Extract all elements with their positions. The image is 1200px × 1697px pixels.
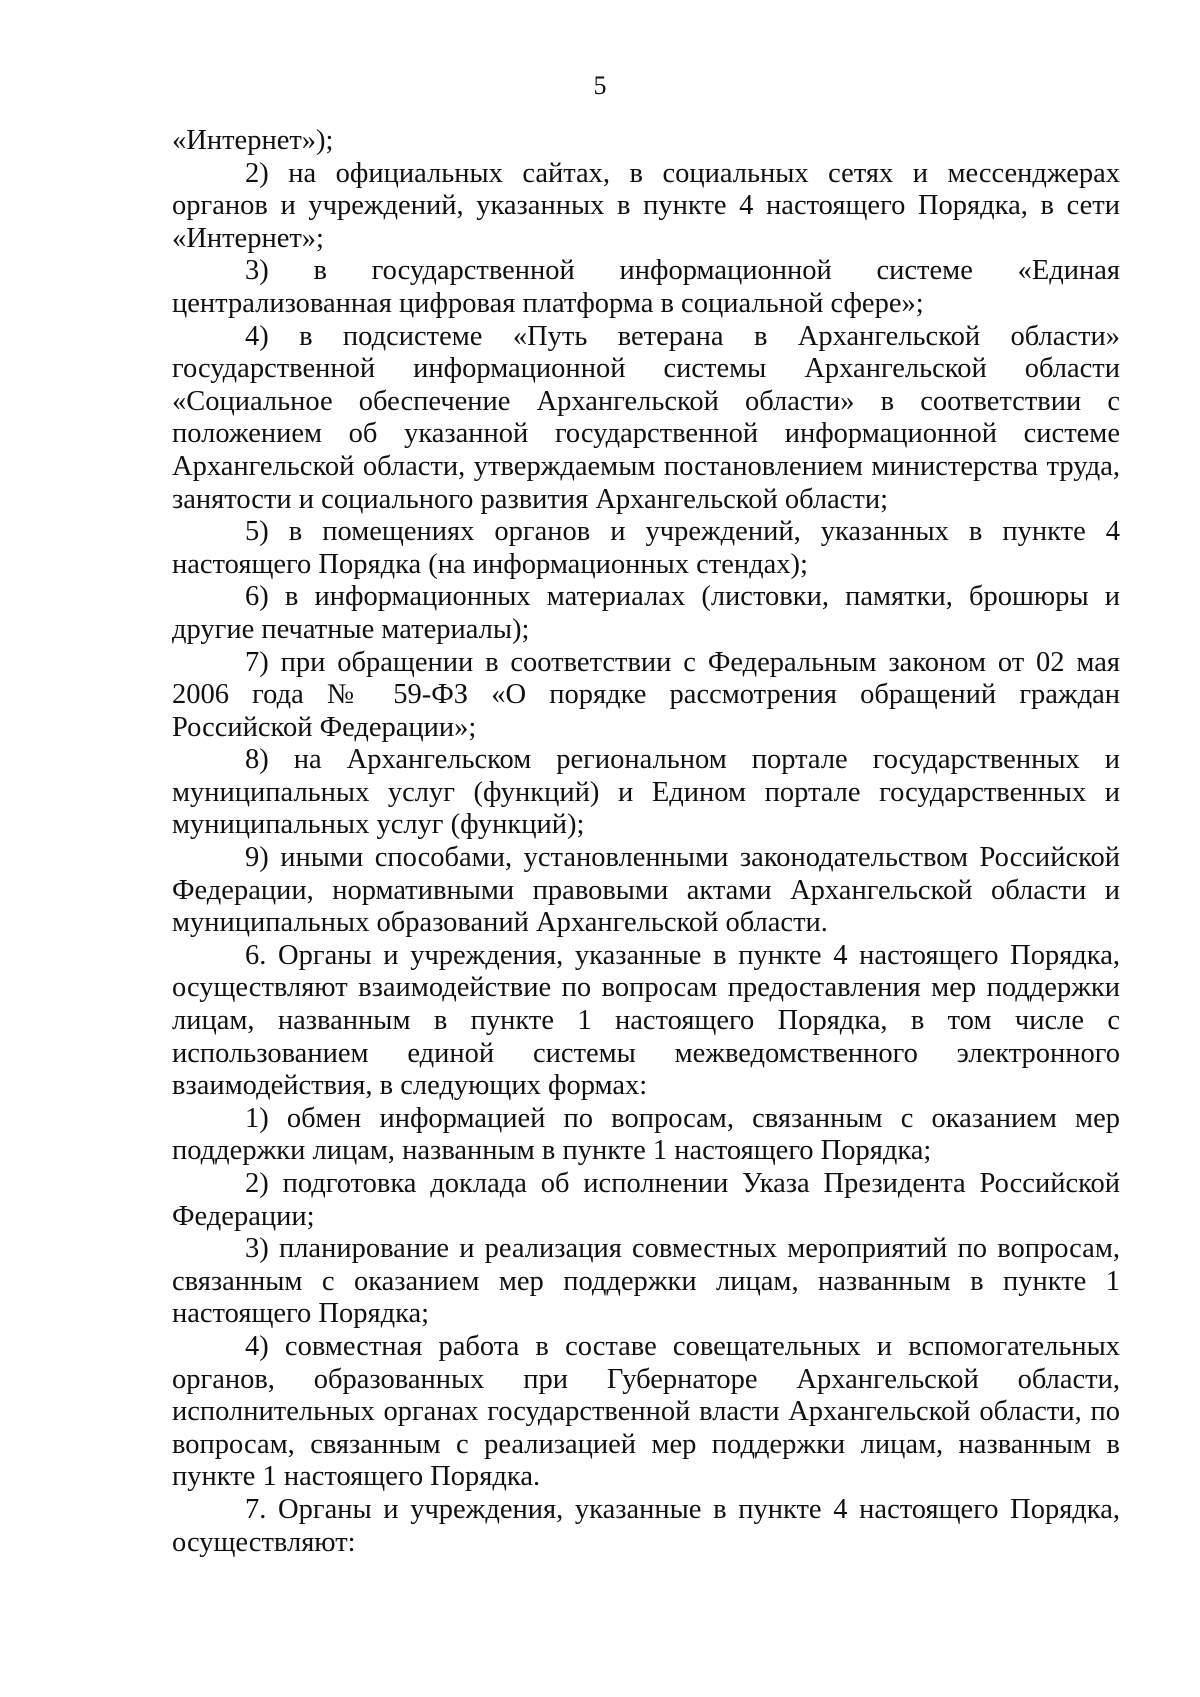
list-item-2: 2) на официальных сайтах, в социальных сетях и мессенджерах органов и учреждений, указанных в пункте 4 настоящего Порядка, в сети «Интернет»; xyxy=(172,157,1120,254)
list-item-9: 9) иными способами, установленными законодательством Российской Федерации, нормативными правовыми актами Архангельской области и муниципальных образований Архангельской области. xyxy=(172,842,1120,939)
list-item-6: 6) в информационных материалах (листовки, памятки, брошюры и другие печатные материалы); xyxy=(172,581,1120,645)
section-6-item-4: 4) совместная работа в составе совещательных и вспомогательных органов, образованных при Губернаторе Архангельской области, исполнительных органах государственной власти Архангельской области, по вопросам, связанным с реализацией мер поддержки лицам, названным в пункте 1 настоящего Порядка. xyxy=(172,1330,1120,1493)
section-6: 6. Органы и учреждения, указанные в пункте 4 настоящего Порядка, осуществляют взаимодействие по вопросам предоставления мер поддержки лицам, названным в пункте 1 настоящего Порядка, в том числе с использованием единой системы межведомственного электронного взаимодействия, в следующих формах: xyxy=(172,939,1120,1102)
list-item-7: 7) при обращении в соответствии с Федеральным законом от 02 мая 2006 года № 59-ФЗ «О порядке рассмотрения обращений граждан Российской Федерации»; xyxy=(172,646,1120,743)
list-item-5: 5) в помещениях органов и учреждений, указанных в пункте 4 настоящего Порядка (на информационных стендах); xyxy=(172,516,1120,580)
list-item-4: 4) в подсистеме «Путь ветерана в Архангельской области» государственной информационной системы Архангельской области «Социальное обеспечение Архангельской области» в соответствии с положением об указанной государственной информационной системе Архангельской области, утверждаемым постановлением министерства труда, занятости и социального развития Архангельской области; xyxy=(172,320,1120,515)
section-6-item-1: 1) обмен информацией по вопросам, связанным с оказанием мер поддержки лицам, названным в пункте 1 настоящего Порядка; xyxy=(172,1102,1120,1167)
document-body xyxy=(172,125,1120,1559)
section-7: 7. Органы и учреждения, указанные в пункте 4 настоящего Порядка, осуществляют: xyxy=(172,1493,1120,1558)
section-6-item-2: 2) подготовка доклада об исполнении Указа Президента Российской Федерации; xyxy=(172,1168,1120,1232)
page-number: 5 xyxy=(593,71,607,100)
paragraph-continuation: «Интернет»); xyxy=(172,125,334,156)
list-item-3: 3) в государственной информационной системе «Единая централизованная цифровая платформа в социальной сфере»; xyxy=(172,255,1120,319)
section-6-item-3: 3) планирование и реализация совместных мероприятий по вопросам, связанным с оказанием мер поддержки лицам, названным в пункте 1 настоящего Порядка; xyxy=(172,1233,1120,1330)
list-item-8: 8) на Архангельском региональном портале государственных и муниципальных услуг (функций) и Едином портале государственных и муниципальных услуг (функций); xyxy=(172,744,1120,841)
